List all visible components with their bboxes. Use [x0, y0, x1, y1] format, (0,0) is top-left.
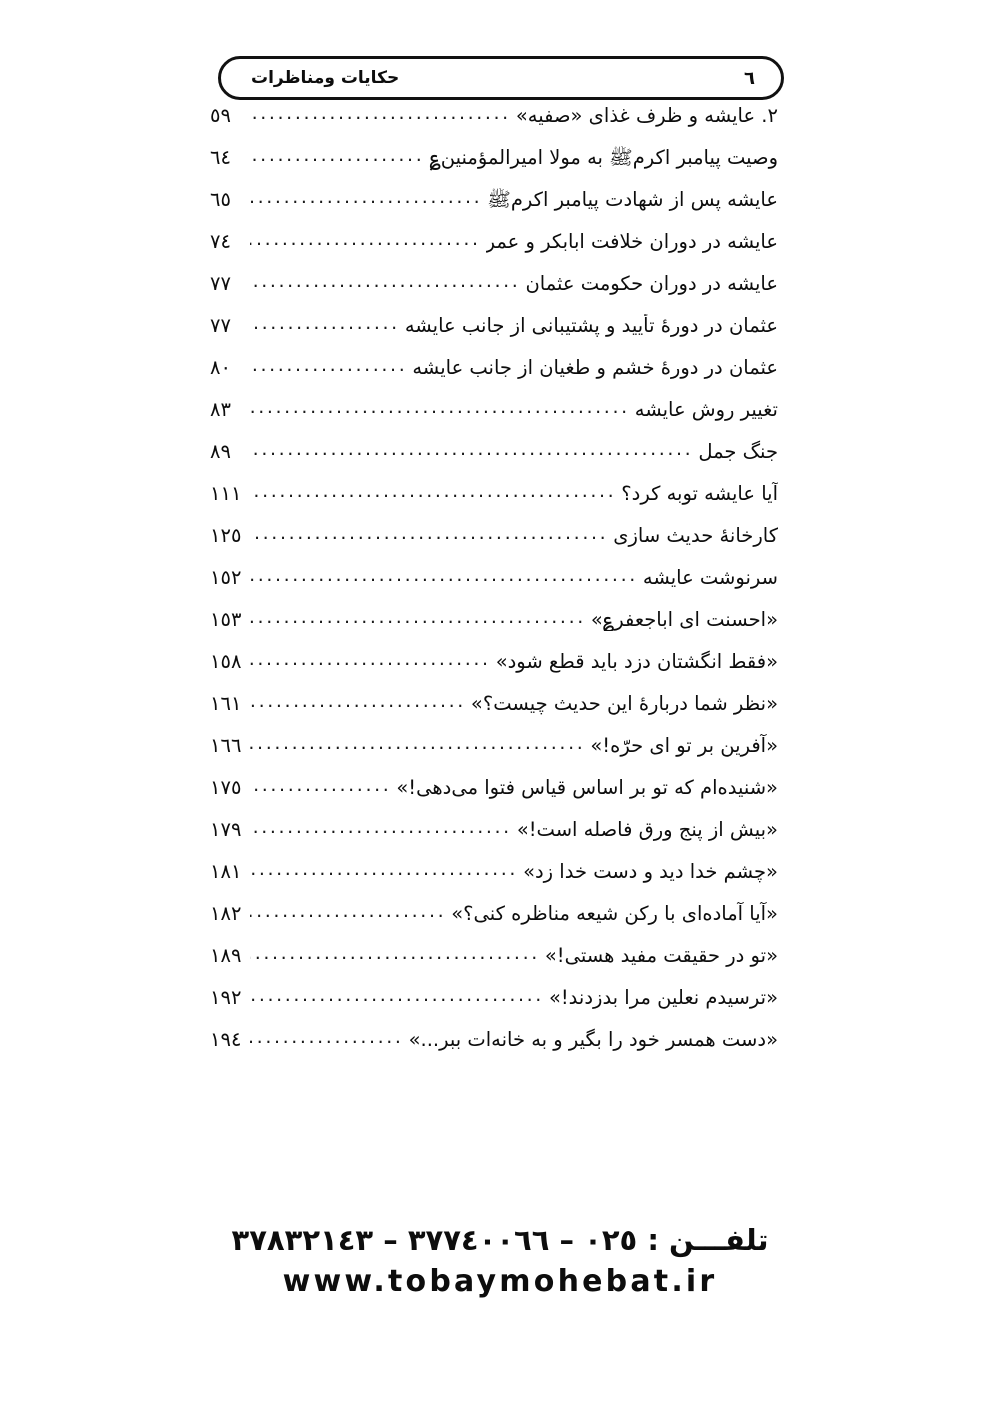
toc-entry[interactable] [210, 902, 778, 944]
toc-leader-dots [250, 312, 400, 334]
toc-entry-page: ٧٧ [210, 314, 231, 337]
toc-entry-title: عثمان در دورهٔ خشم و طغیان از جانب عایشه [412, 356, 778, 379]
toc-entry[interactable] [210, 776, 778, 818]
toc-entry-title: «آیا آماده‌ای با رکن شیعه مناظره کنی؟» [451, 902, 778, 925]
toc-leader-dots [250, 186, 482, 208]
toc-leader-dots [250, 522, 608, 544]
toc-entry-page: ١٥٢ [210, 566, 242, 589]
toc-entry-page: ٨٩ [210, 440, 231, 463]
toc-entry-page: ١٥٣ [210, 608, 242, 631]
toc-entry-title: وصیت پیامبر اکرمﷺ به مولا امیرالمؤمنین؏ [429, 146, 778, 169]
toc-leader-dots [250, 396, 630, 418]
table-of-contents [210, 104, 778, 1070]
toc-entry-title: «فقط انگشتان دزد باید قطع شود» [495, 650, 778, 673]
toc-leader-dots [250, 354, 407, 376]
toc-entry-title: تغییر روش عایشه [634, 398, 778, 421]
toc-leader-dots [250, 144, 424, 166]
toc-entry-page: ١٨٩ [210, 944, 242, 967]
toc-entry[interactable] [210, 986, 778, 1028]
toc-entry-page: ١٩٤ [210, 1028, 242, 1051]
toc-entry[interactable] [210, 440, 778, 482]
toc-leader-dots [250, 942, 540, 964]
toc-entry-title: کارخانهٔ حدیث سازی [613, 524, 778, 547]
toc-leader-dots [250, 102, 511, 124]
toc-entry-title: «شنیده‌ام که تو بر اساس قیاس فتوا می‌دهی!» [396, 776, 778, 799]
toc-leader-dots [250, 1026, 404, 1048]
page-footer [0, 1222, 1000, 1299]
book-title: حکایات ومناظرات [251, 68, 400, 88]
toc-entry[interactable] [210, 734, 778, 776]
toc-entry-title: «آفرین بر تو ای حرّه!» [590, 734, 778, 757]
toc-leader-dots [250, 270, 520, 292]
toc-entry[interactable] [210, 608, 778, 650]
toc-entry-page: ١١١ [210, 482, 242, 505]
toc-entry[interactable] [210, 566, 778, 608]
footer-website[interactable]: www.tobaymohebat.ir [282, 1264, 718, 1300]
toc-entry-title: «احسنت ای اباجعفر؏» [590, 608, 778, 631]
toc-entry-title: جنگ جمل [698, 440, 778, 463]
toc-entry[interactable] [210, 104, 778, 146]
toc-entry[interactable] [210, 398, 778, 440]
toc-leader-dots [250, 774, 391, 796]
toc-entry[interactable] [210, 272, 778, 314]
toc-entry-page: ١٧٥ [210, 776, 242, 799]
toc-entry[interactable] [210, 692, 778, 734]
toc-entry-title: عایشه پس از شهادت پیامبر اکرمﷺ [487, 188, 778, 211]
toc-entry-page: ١٦٦ [210, 734, 242, 757]
toc-entry[interactable] [210, 314, 778, 356]
toc-leader-dots [250, 900, 446, 922]
toc-leader-dots [250, 606, 586, 628]
toc-entry[interactable] [210, 524, 778, 566]
toc-leader-dots [250, 564, 638, 586]
toc-entry-page: ٨٣ [210, 398, 231, 421]
toc-entry-title: «چشم خدا دید و دست خدا زد» [523, 860, 778, 883]
toc-entry[interactable] [210, 944, 778, 986]
toc-entry-page: ٨٠ [210, 356, 231, 379]
toc-entry-title: «تو در حقیقت مفید هستی!» [544, 944, 778, 967]
toc-leader-dots [250, 732, 585, 754]
toc-leader-dots [250, 984, 544, 1006]
toc-entry-title: عایشه در دوران خلافت ابابکر و عمر [485, 230, 778, 253]
toc-entry[interactable] [210, 146, 778, 188]
toc-entry-page: ٧٤ [210, 230, 231, 253]
toc-entry-page: ٦٥ [210, 188, 231, 211]
toc-entry-page: ١٥٨ [210, 650, 242, 673]
toc-leader-dots [250, 648, 491, 670]
toc-entry-title: آیا عایشه توبه کرد؟ [621, 482, 778, 505]
toc-entry-title: «ترسیدم نعلین مرا بدزدند!» [548, 986, 778, 1009]
toc-entry[interactable] [210, 860, 778, 902]
toc-entry[interactable] [210, 230, 778, 272]
toc-entry-title: «نظر شما دربارهٔ این حدیث چیست؟» [470, 692, 778, 715]
toc-entry[interactable] [210, 482, 778, 524]
toc-entry[interactable] [210, 356, 778, 398]
toc-entry-title: سرنوشت عایشه [642, 566, 778, 589]
toc-entry-page: ٦٤ [210, 146, 231, 169]
toc-leader-dots [250, 858, 518, 880]
toc-leader-dots [250, 816, 512, 838]
toc-entry-title: عثمان در دورهٔ تأیید و پشتیبانی از جانب عایشه [404, 314, 778, 337]
toc-entry-title: ٢. عایشه و ظرف غذای «صفیه» [515, 104, 778, 127]
toc-entry-page: ١٢٥ [210, 524, 242, 547]
toc-entry-page: ٥٩ [210, 104, 231, 127]
toc-leader-dots [250, 480, 616, 502]
toc-leader-dots [250, 690, 466, 712]
toc-entry-title: «بیش از پنج ورق فاصله است!» [516, 818, 778, 841]
toc-entry-page: ٧٧ [210, 272, 231, 295]
toc-leader-dots [250, 228, 481, 250]
toc-entry-page: ١٦١ [210, 692, 242, 715]
toc-entry-page: ١٨٢ [210, 902, 242, 925]
toc-entry[interactable] [210, 1028, 778, 1070]
toc-entry-title: عایشه در دوران حکومت عثمان [525, 272, 778, 295]
toc-entry-title: «دست همسر خود را بگیر و به خانه‌ات ببر...» [408, 1028, 778, 1051]
toc-entry-page: ١٨١ [210, 860, 242, 883]
toc-leader-dots [250, 438, 693, 460]
footer-phone: تلفـــن : ٠٢٥ – ٣٧٧٤٠٠٦٦ – ٣٧٨٣٢١٤٣ [231, 1223, 769, 1257]
toc-entry[interactable] [210, 818, 778, 860]
toc-entry[interactable] [210, 188, 778, 230]
toc-entry-page: ١٧٩ [210, 818, 242, 841]
toc-entry-page: ١٩٢ [210, 986, 242, 1009]
page-number: ٦ [744, 67, 755, 89]
running-header-box [218, 56, 784, 100]
running-header [218, 56, 784, 100]
toc-entry[interactable] [210, 650, 778, 692]
